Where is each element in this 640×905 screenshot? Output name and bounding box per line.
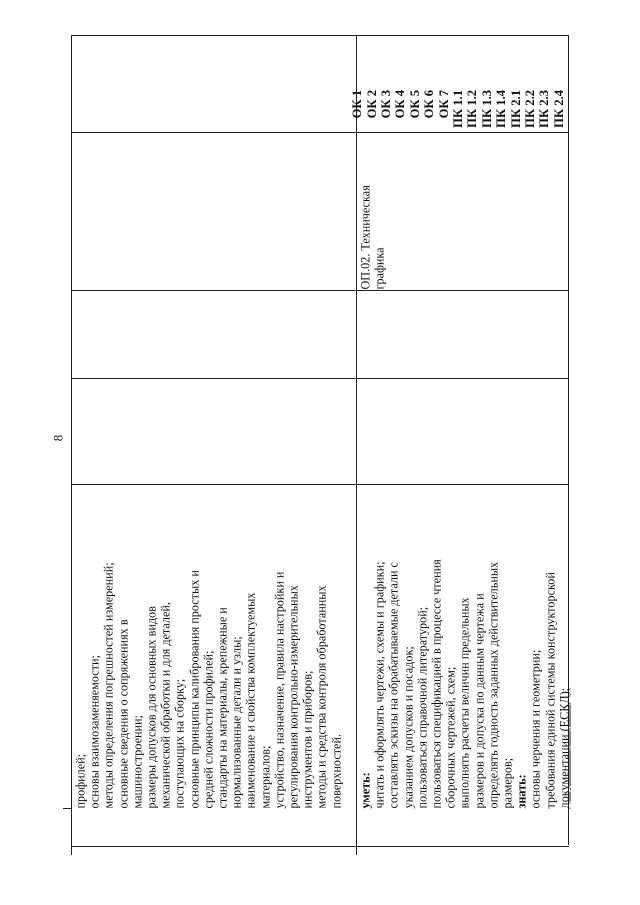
text-line: инструментов и приборов;	[300, 670, 315, 809]
table-column-divider-4	[71, 132, 569, 133]
text-line: методы и средства контроля обработанных	[314, 585, 329, 809]
text-line: наименование и свойства комплектуемых	[243, 592, 258, 809]
text-line: размеры допусков для основных видов	[144, 606, 159, 809]
text-line: регулирования контрольно-измерительных	[286, 585, 301, 809]
text-line: поступающих на сборку;	[172, 678, 187, 809]
text-line: основы черчения и геометрии;	[528, 649, 543, 809]
table-stub-left	[71, 845, 72, 855]
text-line: читать и оформлять чертежи, схемы и графики;	[372, 561, 387, 809]
table-stub-middle	[356, 845, 357, 855]
text-line: основные принципы калибрования простых и	[187, 570, 202, 809]
competency-code: ПК 2.2	[523, 90, 537, 128]
text-line: основы взаимозаменяемости;	[87, 655, 102, 809]
text-line: основные сведения о сопряжениях в	[116, 619, 131, 809]
text-line: документации (ЕСКД);	[557, 687, 572, 809]
text-line: поверхностей.	[329, 733, 344, 809]
page-number: 8	[50, 434, 65, 442]
competency-code: ОК 6	[422, 90, 437, 119]
text-line: средней сложности профилей;	[201, 650, 216, 809]
text-line: указанием допусков и посадок;	[401, 646, 416, 809]
text-line: пользоваться справочной литературой;	[415, 606, 430, 809]
competency-code: ОК 2	[364, 90, 379, 119]
competency-code: ОК 7	[436, 90, 451, 119]
text-line: требования единой системы конструкторской	[543, 572, 558, 809]
text-line: материалов;	[258, 745, 273, 809]
competency-code: ПК 1.1	[451, 90, 465, 128]
competency-code: ОК 5	[407, 90, 422, 119]
competency-code: ПК 2.3	[537, 90, 552, 128]
competency-code: ПК 1.4	[494, 90, 509, 128]
competency-code: ПК 1.3	[479, 90, 494, 128]
text-line: составлять эскизы на обрабатываемые детали с	[386, 562, 401, 809]
competency-code: ПК 2.1	[508, 90, 523, 128]
knowledge-list-cell	[71, 485, 356, 809]
text-line: нормализованные детали и узлы;	[229, 636, 244, 809]
skills-list-cell	[357, 485, 570, 809]
text-line: определять годность заданных действительных	[486, 561, 501, 809]
competency-code: ОК 4	[393, 90, 408, 119]
competency-codes-region	[349, 90, 567, 128]
text-line: размеров;	[500, 757, 515, 809]
discipline-title-cell	[356, 140, 399, 290]
discipline-title-line: ОП.02. Техническая	[358, 185, 373, 290]
text-line: машиностроении;	[130, 715, 145, 809]
discipline-title-line: графика	[372, 247, 387, 290]
text-line: механической обработки и для деталей,	[158, 602, 173, 809]
text-line: пользоваться спецификацией в процессе чтения	[429, 559, 444, 809]
competency-code: ПК 2.4	[551, 90, 566, 128]
section-heading-znat: знать:	[514, 774, 529, 809]
competency-code: ПК 1.2	[465, 90, 480, 128]
competency-code: ОК 1	[350, 90, 365, 119]
section-heading-umet: уметь:	[358, 772, 373, 809]
text-line: размеров и допуска по данным чертежа и	[472, 593, 487, 809]
text-line: устройство, назначение, правила настройки и	[272, 571, 287, 809]
text-line: сборочных чертежей, схем;	[443, 666, 458, 809]
text-line: профилей;	[73, 753, 88, 809]
competency-code: ОК 3	[379, 90, 393, 119]
table-column-divider-3	[71, 290, 569, 291]
text-line: стандарты на материалы, крепежные и	[215, 607, 230, 809]
text-line: выполнять расчеты величин предельных	[457, 597, 472, 809]
text-line: методы определения погрешностей измерений;	[101, 562, 116, 809]
table-column-divider-2	[71, 378, 569, 379]
